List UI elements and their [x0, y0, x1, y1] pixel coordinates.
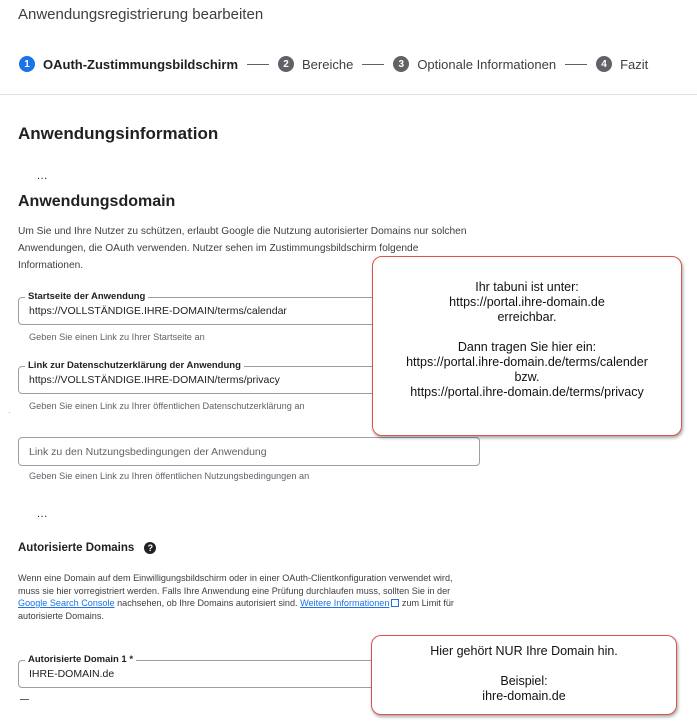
- callout-text: https://portal.ihre-domain.de/terms/privacy: [410, 385, 644, 399]
- stepper: [19, 55, 648, 73]
- auth-para-text: nachsehen, ob Ihre Domains autorisiert sind.: [114, 598, 301, 608]
- step-3-number[interactable]: 3: [393, 56, 409, 72]
- header-divider: [0, 94, 697, 95]
- tos-helper: Geben Sie einen Link zu Ihren öffentlichen Nutzungsbedingungen an: [29, 471, 310, 481]
- homepage-helper: Geben Sie einen Link zu Ihrer Startseite an: [29, 332, 205, 342]
- help-circle-icon[interactable]: ?: [144, 542, 156, 554]
- auth-para-text: zum Limit für autorisierte Domains.: [18, 598, 454, 621]
- callout-text: erreichbar.: [497, 310, 557, 324]
- step-4-number[interactable]: 4: [596, 56, 612, 72]
- callout-text: Dann tragen Sie hier ein:: [457, 340, 597, 354]
- homepage-label: Startseite der Anwendung: [25, 291, 148, 302]
- ellipsis: ...: [37, 170, 48, 182]
- callout-text: Hier gehört NUR Ihre Domain hin.: [430, 644, 618, 658]
- step-3-label[interactable]: Optionale Informationen: [417, 56, 557, 72]
- tos-placeholder: Link zu den Nutzungsbedingungen der Anwendung: [29, 446, 267, 458]
- app-domain-intro: Um Sie und Ihre Nutzer zu schützen, erlaubt Google die Nutzung autorisierter Domains nur solchen Anwendungen, die OAuth verwenden. Nutzer sehen im Zustimmungsbildschirm folgende Informationen.: [18, 226, 467, 271]
- privacy-value: https://VOLLSTÄNDIGE.IHRE-DOMAIN/terms/privacy: [29, 374, 280, 386]
- step-4-label[interactable]: Fazit: [620, 56, 649, 72]
- callout-text: https://portal.ihre-domain.de/terms/calender: [406, 355, 648, 369]
- search-console-link[interactable]: Google Search Console: [18, 598, 115, 608]
- tos-field[interactable]: [18, 437, 480, 466]
- step-2-number[interactable]: 2: [278, 56, 294, 72]
- step-separator: [565, 64, 587, 65]
- privacy-helper: Geben Sie einen Link zu Ihrer öffentlichen Datenschutzerklärung an: [29, 401, 305, 411]
- app-domain-heading: Anwendungsdomain: [18, 193, 176, 210]
- auth-para-text: Wenn eine Domain auf dem Einwilligungsbildschirm oder in einer OAuth-Clientkonfiguration verwendet wird, muss sie hier vorregistriert werden. Falls Ihre Anwendung eine Prüfung durchlaufen muss, sollten Sie in der: [18, 573, 453, 596]
- authorized-domains-description: [18, 572, 458, 622]
- field-underline-mark: [20, 699, 29, 700]
- app-info-heading: Anwendungsinformation: [18, 124, 219, 143]
- callout-url-hint: [372, 256, 682, 436]
- callout-text: Ihr tabuni ist unter:: [475, 280, 579, 294]
- step-1-label[interactable]: OAuth-Zustimmungsbildschirm: [43, 56, 238, 72]
- margin-mark: ·: [8, 408, 11, 417]
- more-info-link[interactable]: Weitere Informationen: [300, 598, 390, 608]
- callout-text: ihre-domain.de: [482, 689, 566, 703]
- authorized-domain-1-label: Autorisierte Domain 1 *: [25, 654, 136, 665]
- callout-text: bzw.: [514, 370, 540, 384]
- privacy-label: Link zur Datenschutzerklärung der Anwendung: [25, 360, 244, 371]
- authorized-domain-1-value: IHRE-DOMAIN.de: [29, 668, 115, 680]
- callout-domain-hint: [371, 635, 677, 715]
- step-1-number[interactable]: 1: [19, 56, 35, 72]
- callout-text: Beispiel:: [500, 674, 548, 688]
- authorized-domains-heading: [18, 542, 156, 554]
- page-title: Anwendungsregistrierung bearbeiten: [18, 6, 264, 23]
- ellipsis: ...: [37, 508, 48, 520]
- step-separator: [247, 64, 269, 65]
- callout-text: https://portal.ihre-domain.de: [449, 295, 605, 309]
- step-2-label[interactable]: Bereiche: [302, 56, 354, 72]
- authorized-domains-title: Autorisierte Domains: [18, 542, 135, 554]
- step-separator: [362, 64, 384, 65]
- homepage-value: https://VOLLSTÄNDIGE.IHRE-DOMAIN/terms/calendar: [29, 305, 287, 317]
